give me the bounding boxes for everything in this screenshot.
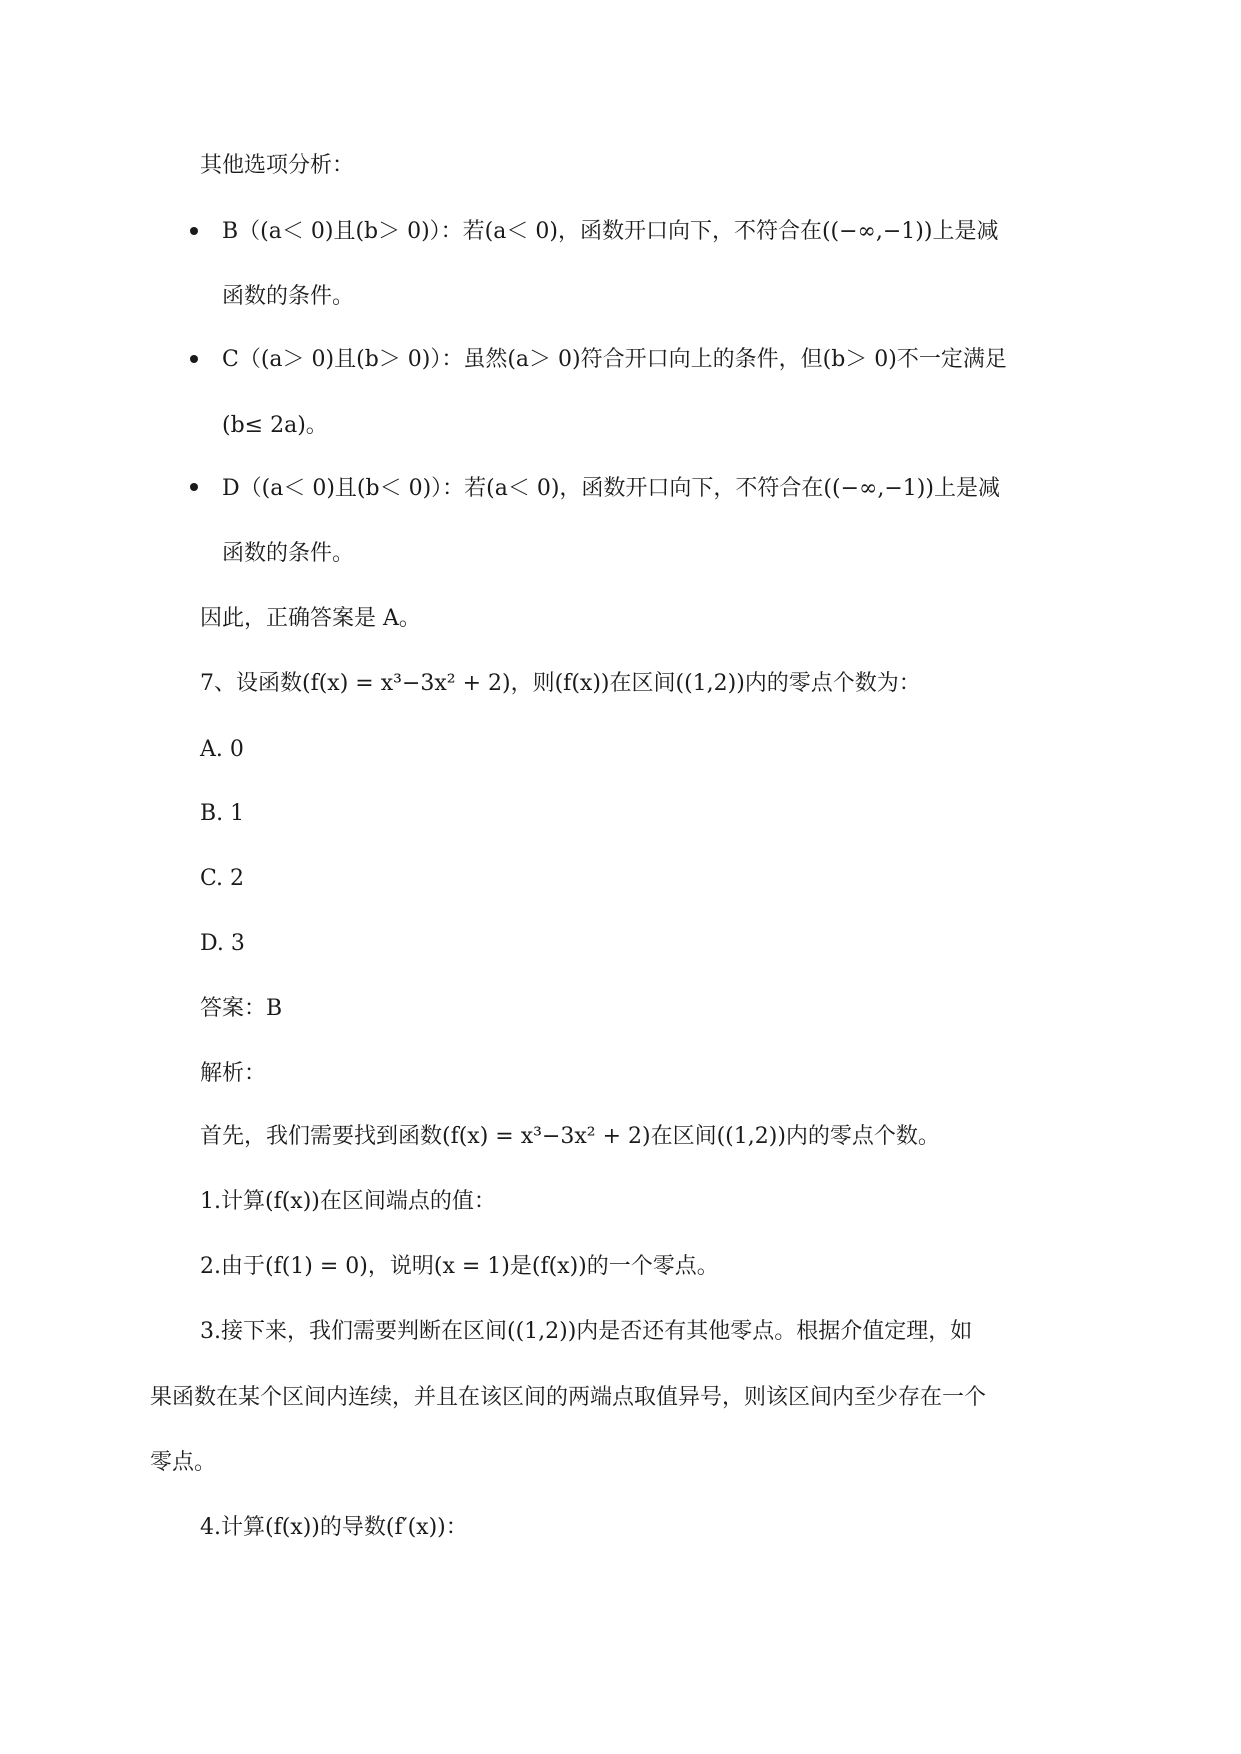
step-3-line3: 零点。 [150, 1450, 217, 1475]
bullet-dot [190, 355, 198, 363]
step-3-line2: 果函数在某个区间内连续，并且在该区间的两端点取值异号，则该区间内至少存在一个 [150, 1385, 987, 1410]
option-b-analysis-line1: B（(a＜ 0)且(b＞ 0)）：若(a＜ 0)，函数开口向下，不符合在((−∞,−1))上是减 [222, 219, 999, 244]
bullet-dot [190, 227, 198, 235]
step-1: 1.计算(f(x))在区间端点的值： [200, 1189, 496, 1214]
option-c-analysis-line2: (b≤ 2a)。 [222, 413, 328, 438]
step-2: 2.由于(f(1) = 0)，说明(x = 1)是(f(x))的一个零点。 [200, 1254, 719, 1279]
choice-d: D. 3 [200, 931, 245, 956]
option-d-analysis-line2: 函数的条件。 [222, 541, 355, 566]
step-3-line1: 3.接下来，我们需要判断在区间((1,2))内是否还有其他零点。根据介值定理，如 [200, 1319, 973, 1344]
question-7: 7、设函数(f(x) = x³−3x² + 2)，则(f(x))在区间((1,2))内的零点个数为： [200, 671, 921, 696]
analysis-intro: 首先，我们需要找到函数(f(x) = x³−3x² + 2)在区间((1,2))内的零点个数。 [200, 1124, 940, 1149]
option-c-analysis-line1: C（(a＞ 0)且(b＞ 0)）：虽然(a＞ 0)符合开口向上的条件，但(b＞ 0)不一定满足 [222, 347, 1007, 372]
choice-b: B. 1 [200, 801, 245, 826]
answer-line: 答案：B [200, 996, 283, 1021]
conclusion-answer-a: 因此，正确答案是 A。 [200, 606, 421, 631]
option-b-analysis-line2: 函数的条件。 [222, 284, 355, 309]
analysis-heading: 解析： [200, 1061, 267, 1086]
option-d-analysis-line1: D（(a＜ 0)且(b＜ 0)）：若(a＜ 0)，函数开口向下，不符合在((−∞,−1))上是减 [222, 476, 1000, 501]
choice-c: C. 2 [200, 866, 245, 891]
bullet-dot [190, 483, 198, 491]
step-4: 4.计算(f(x))的导数(f′(x))： [200, 1515, 468, 1540]
choice-a: A. 0 [200, 737, 244, 762]
paragraph-other-options: 其他选项分析： [200, 153, 355, 178]
